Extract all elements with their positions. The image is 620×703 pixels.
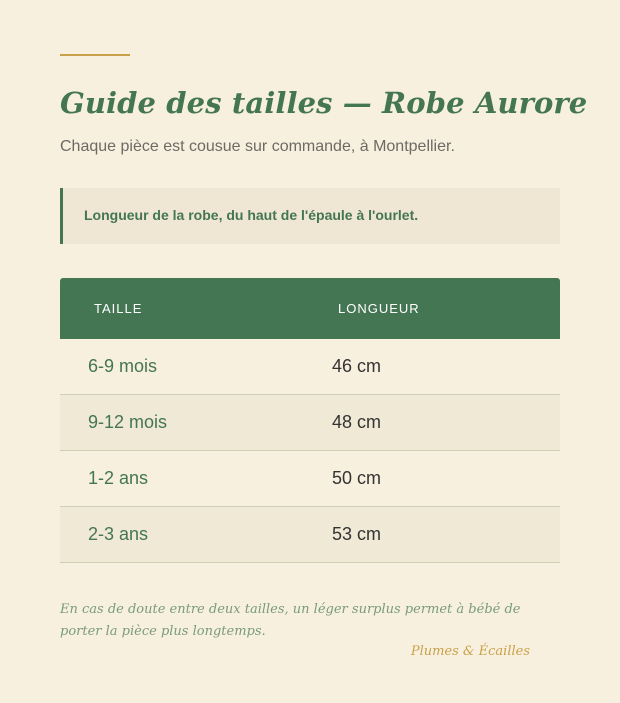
size-cell: 1-2 ans xyxy=(88,468,149,488)
size-cell: 9-12 mois xyxy=(88,412,168,432)
table-row xyxy=(60,395,560,451)
page-subtitle: Chaque pièce est cousue sur commande, à Montpellier. xyxy=(60,138,455,155)
size-cell: 2-3 ans xyxy=(88,524,149,544)
column-header-size: TAILLE xyxy=(94,301,143,316)
table-row xyxy=(60,339,560,395)
length-cell: 50 cm xyxy=(332,468,382,488)
table-header xyxy=(60,278,560,339)
size-table xyxy=(60,278,560,563)
measurement-note-text: Longueur de la robe, du haut de l'épaule à l'ourlet. xyxy=(84,207,419,223)
measurement-note xyxy=(60,188,560,244)
brand-signature: Plumes & Écailles xyxy=(410,644,530,659)
length-cell: 53 cm xyxy=(332,524,382,544)
footer-note: En cas de doute entre deux tailles, un léger surplus permet à bébé de porter la pièce plus longtemps. xyxy=(60,602,521,639)
table-row xyxy=(60,507,560,563)
column-header-length: LONGUEUR xyxy=(338,301,420,316)
page-title: Guide des tailles — Robe Aurore xyxy=(60,86,588,120)
length-cell: 48 cm xyxy=(332,412,382,432)
table-row xyxy=(60,451,560,507)
decorative-rule xyxy=(60,54,130,56)
size-cell: 6-9 mois xyxy=(88,356,158,376)
length-cell: 46 cm xyxy=(332,356,382,376)
